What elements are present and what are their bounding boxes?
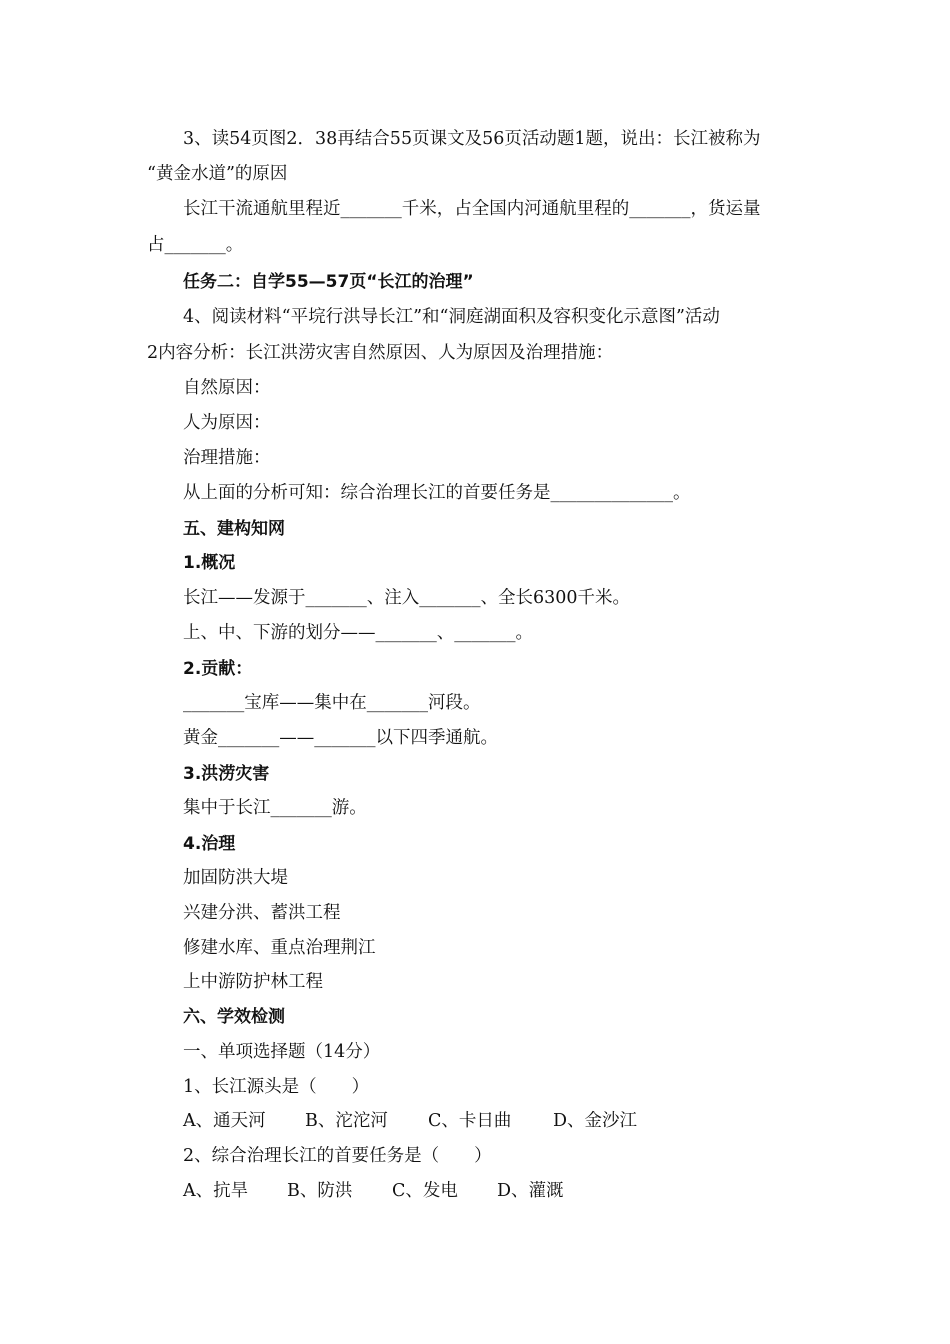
- contribution-line2: 黄金_______——_______以下四季通航。: [183, 728, 498, 748]
- q3-fill-line2: 占_______。: [147, 235, 244, 255]
- q1-option-c: C、卡日曲: [428, 1111, 512, 1131]
- flood-heading: 3.洪涝灾害: [183, 764, 270, 784]
- question-1: 1、长江源头是（ ）: [183, 1077, 370, 1097]
- question-2: 2、综合治理长江的首要任务是（ ）: [183, 1146, 492, 1166]
- section-six-heading: 六、学效检测: [183, 1007, 285, 1027]
- q4-text-line2: 2内容分析：长江洪涝灾害自然原因、人为原因及治理措施：: [147, 343, 614, 363]
- governance-item-4: 上中游防护林工程: [183, 972, 323, 992]
- q4-text-line1: 4、阅读材料“平垸行洪导长江”和“洞庭湖面积及容积变化示意图”活动: [183, 307, 720, 327]
- contribution-heading: 2.贡献：: [183, 659, 253, 679]
- q2-option-c: C、发电: [392, 1181, 458, 1201]
- human-causes-label: 人为原因：: [183, 413, 271, 433]
- governance-heading: 4.治理: [183, 834, 236, 854]
- flood-line: 集中于长江_______游。: [183, 798, 367, 818]
- governance-item-2: 兴建分洪、蓄洪工程: [183, 903, 341, 923]
- primary-task-line: 从上面的分析可知：综合治理长江的首要任务是______________。: [183, 483, 691, 503]
- overview-heading: 1.概况: [183, 553, 236, 573]
- q3-fill-line1: 长江干流通航里程近_______千米，占全国内河通航里程的_______，货运量: [183, 199, 761, 219]
- q1-option-d: D、金沙江: [553, 1111, 638, 1131]
- q3-text-line1: 3、读54页图2．38再结合55页课文及56页活动题1题，说出：长江被称为: [183, 129, 761, 149]
- natural-causes-label: 自然原因：: [183, 378, 271, 398]
- task-two-heading: 任务二：自学55—57页“长江的治理”: [183, 272, 474, 292]
- q1-option-a: A、通天河: [183, 1111, 266, 1131]
- governance-item-1: 加固防洪大堤: [183, 868, 288, 888]
- q3-text-line2: “黄金水道”的原因: [147, 164, 288, 184]
- measures-label: 治理措施：: [183, 448, 271, 468]
- q2-option-d: D、灌溉: [497, 1181, 564, 1201]
- governance-item-3: 修建水库、重点治理荆江: [183, 938, 376, 958]
- q2-option-a: A、抗旱: [183, 1181, 249, 1201]
- contribution-line1: _______宝库——集中在_______河段。: [183, 693, 481, 713]
- overview-line2: 上、中、下游的划分——_______、_______。: [183, 623, 533, 643]
- section-five-heading: 五、建构知网: [183, 519, 285, 539]
- single-choice-heading: 一、单项选择题（14分）: [183, 1042, 381, 1062]
- q1-option-b: B、沱沱河: [305, 1111, 388, 1131]
- overview-line1: 长江——发源于_______、注入_______、全长6300千米。: [183, 588, 631, 608]
- q2-option-b: B、防洪: [287, 1181, 353, 1201]
